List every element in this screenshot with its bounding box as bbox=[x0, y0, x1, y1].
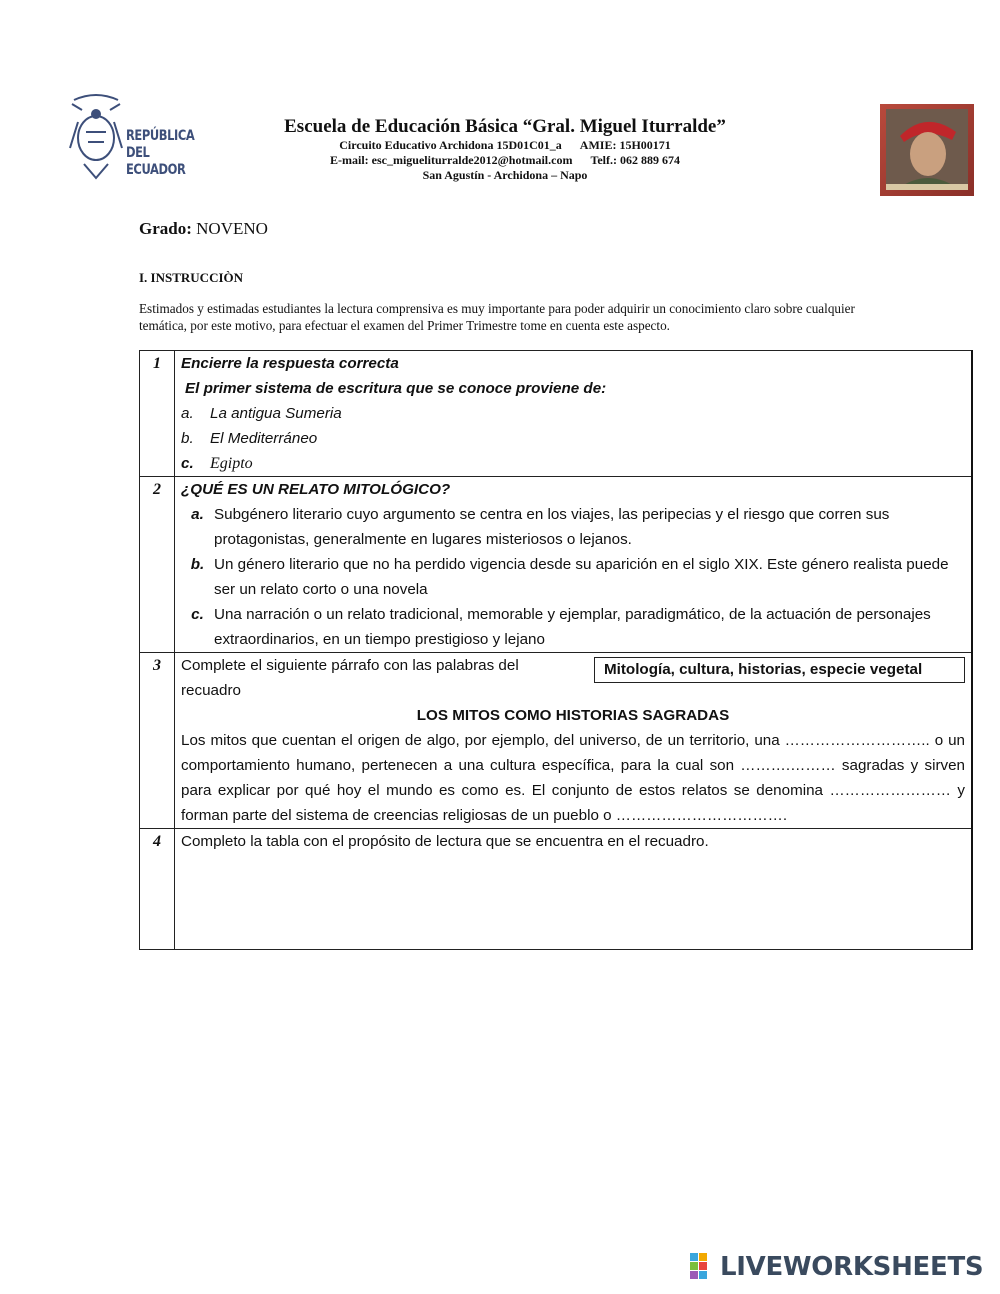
logo-text-line1: REPÚBLICA bbox=[126, 128, 195, 144]
liveworksheets-brand bbox=[690, 1250, 983, 1284]
phone-text: Telf.: 062 889 674 bbox=[590, 153, 681, 167]
q1-option-b[interactable] bbox=[181, 426, 965, 451]
header-line-contact bbox=[255, 153, 755, 168]
question-row-3 bbox=[140, 653, 973, 829]
q2-option-c[interactable] bbox=[181, 602, 965, 652]
option-text: Subgénero literario cuyo argumento se centra en los viajes, las peripecias y el riesgo que corren sus protagonistas, generalmente en lugares misteriosos o lejanos. bbox=[214, 506, 890, 548]
question-3-content bbox=[175, 653, 973, 829]
brand-text: LIVEWORKSHEETS bbox=[720, 1252, 984, 1282]
option-label: a. bbox=[191, 506, 204, 523]
question-4-content bbox=[175, 829, 973, 950]
option-text: La antigua Sumeria bbox=[210, 405, 342, 422]
question-number: 3 bbox=[140, 653, 175, 829]
logo-text-line2: DEL ECUADOR bbox=[126, 145, 186, 178]
word-box: Mitología, cultura, historias, especie vegetal bbox=[594, 657, 965, 683]
grade-line bbox=[139, 219, 268, 239]
email-text: E-mail: esc_migueliturralde2012@hotmail.com bbox=[329, 153, 573, 167]
instruction-text: Estimados y estimadas estudiantes la lectura comprensiva es muy importante para poder adquirir un conocimiento claro sobre cualquier temática, por este motivo, para efectuar el examen del Primer Trimestre tome en cuenta este aspecto. bbox=[139, 301, 855, 333]
option-label: a. bbox=[181, 405, 194, 422]
school-name: Escuela de Educación Básica “Gral. Miguel Iturralde” bbox=[284, 116, 726, 137]
questions-table bbox=[139, 350, 973, 950]
option-label: b. bbox=[190, 556, 205, 573]
question-number: 4 bbox=[140, 829, 175, 950]
location-text: San Agustín - Archidona – Napo bbox=[422, 168, 588, 182]
q4-instruction: Completo la tabla con el propósito de lectura que se encuentra en el recuadro. bbox=[181, 833, 709, 850]
q3-title: LOS MITOS COMO HISTORIAS SAGRADAS bbox=[416, 707, 730, 724]
option-label: b. bbox=[181, 430, 194, 447]
republic-logo bbox=[68, 92, 198, 184]
q3-paragraph[interactable]: Los mitos que cuentan el origen de algo, por ejemplo, del universo, de un territorio, una ……………………….. o un comportamiento humano, pertenecen a una cultura específica, para la cual son ……….……… sagradas y sirven para explicar por qué hoy el mundo es como es. El conjunto de estos relatos se denomina …………………… y forman parte del sistema de creencias religiosas de un pueblo o ……………………………. bbox=[181, 732, 965, 824]
option-label: c. bbox=[191, 606, 204, 623]
q1-option-c[interactable] bbox=[181, 451, 965, 476]
option-label: c. bbox=[181, 455, 194, 472]
q2-heading: ¿QUÉ ES UN RELATO MITOLÓGICO? bbox=[181, 481, 451, 498]
q2-option-b[interactable] bbox=[181, 552, 965, 602]
circuit-text: Circuito Educativo Archidona 15D01C01_a bbox=[339, 138, 562, 152]
liveworksheets-logo-icon bbox=[690, 1253, 716, 1281]
q2-option-a[interactable] bbox=[181, 502, 965, 552]
question-row-4 bbox=[140, 829, 973, 950]
instruction-title: I. INSTRUCCIÒN bbox=[139, 270, 244, 285]
portrait-image bbox=[880, 104, 974, 196]
option-text: El Mediterráneo bbox=[210, 430, 318, 447]
grade-label: Grado: bbox=[139, 219, 192, 238]
q1-option-a[interactable] bbox=[181, 401, 965, 426]
option-text: Una narración o un relato tradicional, memorable y ejemplar, paradigmático, de la actuación de personajes extraordinarios, en un tiempo prestigioso y lejano bbox=[214, 606, 931, 648]
q1-prompt: El primer sistema de escritura que se conoce proviene de: bbox=[185, 380, 607, 397]
question-row-1 bbox=[140, 351, 973, 477]
coat-of-arms-icon bbox=[68, 92, 124, 182]
question-number: 1 bbox=[140, 351, 175, 477]
question-row-2 bbox=[140, 477, 973, 653]
grade-value: NOVENO bbox=[196, 219, 268, 238]
option-text: Egipto bbox=[210, 455, 253, 472]
amie-text: AMIE: 15H00171 bbox=[579, 138, 671, 152]
q1-heading: Encierre la respuesta correcta bbox=[181, 355, 399, 372]
question-1-content bbox=[175, 351, 973, 477]
portrait-icon bbox=[880, 104, 974, 196]
question-2-content bbox=[175, 477, 973, 653]
header-line-circuit bbox=[255, 138, 755, 153]
question-number: 2 bbox=[140, 477, 175, 653]
q3-instruction: Complete el siguiente párrafo con las palabras del recuadro bbox=[181, 657, 519, 699]
option-text: Un género literario que no ha perdido vigencia desde su aparición en el siglo XIX. Este género realista puede ser un relato corto o una novela bbox=[214, 556, 949, 598]
q3-top bbox=[181, 653, 965, 703]
school-header bbox=[255, 116, 755, 183]
